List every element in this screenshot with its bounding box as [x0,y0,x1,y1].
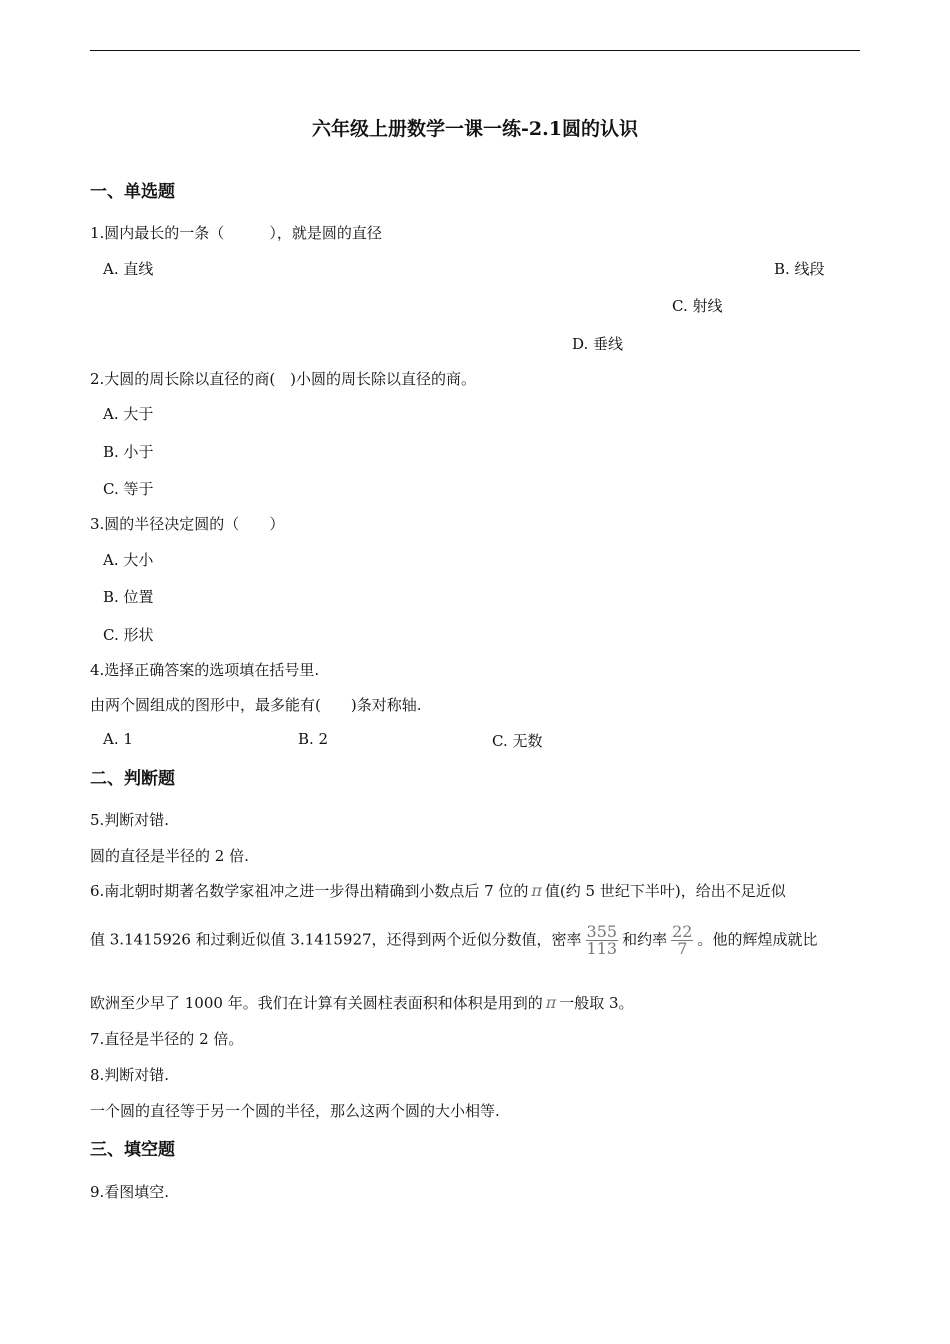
q6-text-5: 。他的辉煌成就比 [697,930,818,949]
question-2-stem: 2.大圆的周长除以直径的商( )小圆的周长除以直径的商。 [90,370,477,388]
q1-option-d: D. 垂线 [572,335,624,353]
pi-symbol: π [545,993,557,1012]
fraction-denominator: 7 [677,939,688,958]
section-heading-true-false: 二、判断题 [90,769,175,789]
fraction-numerator: 22 [672,922,693,941]
q4-option-c: C. 无数 [492,732,543,750]
question-6-line1 [90,880,786,901]
q1-option-a: A. 直线 [103,260,154,278]
question-6-line3 [90,992,634,1013]
q2-option-a: A. 大于 [103,405,154,423]
q6-text-3: 值 3.1415926 和过剩近似值 3.1415927，还得到两个近似分数值，密率 [90,930,582,949]
q6-text-4: 和约率 [622,930,668,949]
page-title: 六年级上册数学一课一练-2.1圆的认识 [312,118,638,140]
question-4-line2: 由两个圆组成的图形中，最多能有( )条对称轴. [90,696,422,714]
question-5-stem: 5.判断对错. [90,811,170,829]
section-heading-single-choice: 一、单选题 [90,182,175,202]
question-5-line2: 圆的直径是半径的 2 倍. [90,847,249,865]
question-9-stem: 9.看图填空. [90,1183,170,1201]
section-heading-fill-blank: 三、填空题 [90,1140,175,1160]
question-3-stem: 3.圆的半径决定圆的（ ） [90,515,285,533]
header-rule [90,50,860,51]
q4-option-b: B. 2 [298,730,329,748]
question-8-stem: 8.判断对错. [90,1066,170,1084]
q6-text-7: 一般取 3。 [559,994,634,1012]
q1-option-b: B. 线段 [774,260,825,278]
q6-text-2: 值(约 5 世纪下半叶)，给出不足近似 [544,882,786,900]
q2-option-c: C. 等于 [103,480,154,498]
fraction-denominator: 113 [586,939,618,958]
q4-option-a: A. 1 [103,730,133,748]
pi-symbol: π [531,881,542,900]
question-7-stem: 7.直径是半径的 2 倍。 [90,1030,244,1048]
question-1-stem: 1.圆内最长的一条（ ），就是圆的直径 [90,224,382,242]
question-4-stem: 4.选择正确答案的选项填在括号里. [90,661,320,679]
fraction-355-113 [586,924,619,957]
q3-option-a: A. 大小 [103,551,154,569]
fraction-numerator: 355 [586,922,618,941]
q2-option-b: B. 小于 [103,443,154,461]
q3-option-b: B. 位置 [103,588,154,606]
q6-text-1: 6.南北朝时期著名数学家祖冲之进一步得出精确到小数点后 7 位的 [90,882,529,900]
q1-option-c: C. 射线 [672,297,723,315]
question-8-line2: 一个圆的直径等于另一个圆的半径，那么这两个圆的大小相等. [90,1102,500,1120]
question-6-line2 [90,924,817,957]
q6-text-6: 欧洲至少早了 1000 年。我们在计算有关圆柱表面积和体积是用到的 [90,994,543,1012]
fraction-22-7 [671,924,693,957]
q3-option-c: C. 形状 [103,626,154,644]
